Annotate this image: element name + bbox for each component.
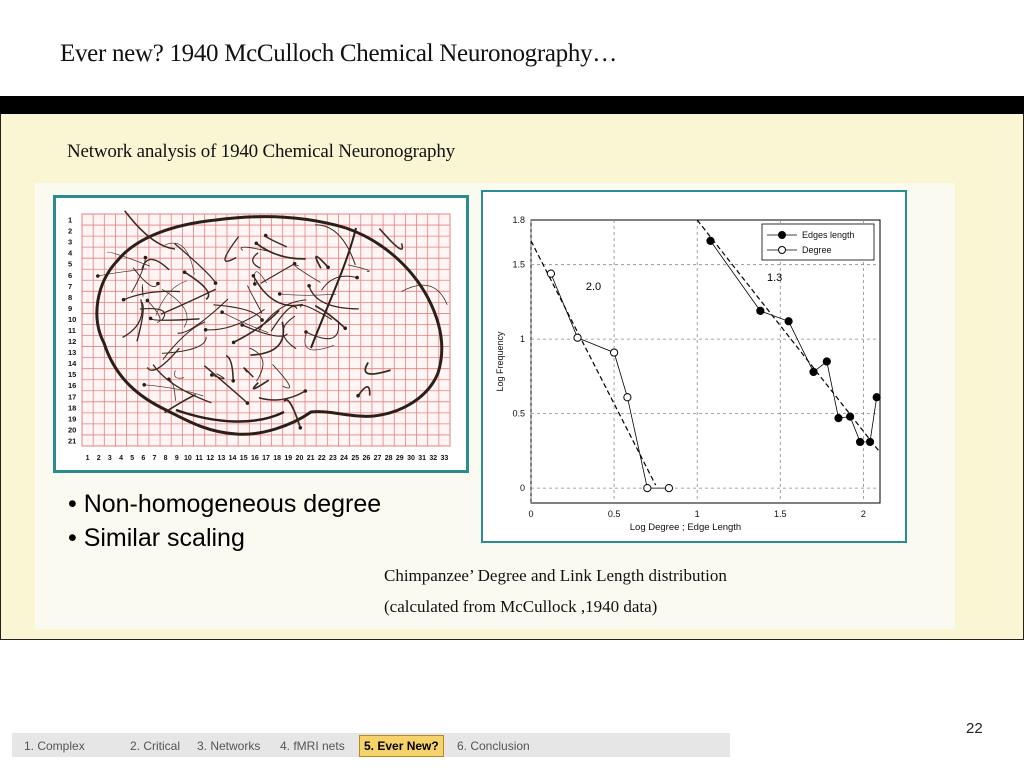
chart-legend <box>762 224 874 260</box>
brain-col-label: 32 <box>429 455 438 462</box>
nav-item-fmri-nets[interactable]: 4. fMRI nets <box>280 739 345 753</box>
brain-col-labels <box>86 455 449 462</box>
caption-line: Chimpanzee’ Degree and Link Length distribution <box>384 566 727 585</box>
fiber-node <box>144 256 148 260</box>
brain-col-label: 2 <box>96 455 101 462</box>
brain-row-label: 6 <box>68 270 73 280</box>
title-divider-bar <box>0 96 1024 114</box>
legend-marker <box>779 247 786 254</box>
brain-col-label: 1 <box>85 455 90 462</box>
x-tick-label: 0.5 <box>607 509 621 519</box>
caption-line: (calculated from McCullock ,1940 data) <box>384 597 658 616</box>
brain-row-label: 10 <box>68 314 77 324</box>
brain-col-label: 9 <box>174 455 179 462</box>
y-tick-label: 1.8 <box>512 215 525 225</box>
fiber-node <box>146 299 150 303</box>
log-log-chart-frame <box>481 190 907 543</box>
brain-row-label: 14 <box>68 359 77 369</box>
bullet-item: • Similar scaling <box>68 524 245 552</box>
fiber-node <box>96 274 100 278</box>
data-point <box>707 237 714 244</box>
data-point <box>846 413 853 420</box>
brain-col-label: 22 <box>317 455 326 462</box>
nav-item-critical[interactable]: 2. Critical <box>130 739 181 753</box>
data-point <box>856 438 863 445</box>
brain-col-label: 33 <box>440 455 449 462</box>
x-tick-label: 0 <box>528 509 534 519</box>
brain-row-label: 9 <box>68 303 73 313</box>
fiber-node <box>204 328 208 332</box>
x-tick-label: 2 <box>860 509 866 519</box>
panel-subtitle: Network analysis of 1940 Chemical Neuronography <box>67 141 455 162</box>
fiber-node <box>252 274 256 278</box>
y-tick-label: 1.5 <box>512 259 525 270</box>
fiber-node <box>255 242 259 246</box>
bullet-item: • Non-homogeneous degree <box>68 490 382 518</box>
y-tick-label: 0 <box>519 483 525 494</box>
brain-row-label: 19 <box>68 414 77 424</box>
brain-row-label: 21 <box>68 436 77 446</box>
x-tick-label: 1.5 <box>774 509 787 519</box>
nav-item-conclusion[interactable]: 6. Conclusion <box>457 739 530 753</box>
nav-item-ever-new[interactable]: 5. Ever New? <box>359 735 444 757</box>
data-point <box>835 415 842 422</box>
data-point <box>823 358 830 365</box>
brain-col-label: 20 <box>295 455 304 462</box>
brain-col-label: 24 <box>340 455 348 462</box>
fiber-node <box>356 394 360 398</box>
data-point <box>757 307 764 314</box>
fiber-node <box>214 281 218 285</box>
brain-row-label: 1 <box>68 215 73 225</box>
legend-entry: Degree <box>802 245 832 255</box>
brain-col-label: 10 <box>184 455 192 462</box>
fiber-node <box>156 282 160 286</box>
brain-col-label: 16 <box>250 455 259 462</box>
brain-col-label: 29 <box>395 455 404 462</box>
data-point <box>665 485 672 492</box>
brain-row-label: 4 <box>68 248 73 258</box>
data-point <box>873 394 880 401</box>
brain-row-label: 18 <box>68 403 77 413</box>
brain-col-label: 6 <box>141 455 146 462</box>
data-point <box>866 438 873 445</box>
fiber-node <box>260 318 264 322</box>
legend-marker <box>779 232 786 239</box>
data-point <box>644 485 651 492</box>
fiber-node <box>220 310 224 314</box>
data-point <box>547 270 554 277</box>
brain-col-label: 25 <box>351 455 360 462</box>
fiber-node <box>183 270 187 274</box>
brain-col-label: 21 <box>306 455 315 462</box>
y-axis-label: Log Frequency <box>495 331 505 392</box>
fiber-node <box>142 383 146 387</box>
legend-entry: Edges length <box>802 230 855 240</box>
data-point <box>610 349 617 356</box>
chart-caption <box>384 560 727 622</box>
brain-col-label: 30 <box>407 455 415 462</box>
brain-row-label: 20 <box>68 425 77 435</box>
data-point <box>785 318 792 325</box>
fiber-node <box>293 262 297 266</box>
fiber-node <box>232 341 236 345</box>
fiber-node <box>304 330 308 334</box>
brain-row-label: 17 <box>68 392 77 402</box>
y-tick-label: 0.5 <box>512 408 525 419</box>
bullet-list <box>68 487 381 555</box>
brain-row-label: 3 <box>68 237 73 247</box>
brain-col-label: 3 <box>107 455 112 462</box>
brain-row-labels <box>68 216 77 446</box>
brain-neuronography-figure <box>56 198 466 470</box>
y-tick-label: 1 <box>519 334 525 345</box>
brain-col-label: 23 <box>329 455 337 462</box>
fiber-node <box>240 323 244 327</box>
fiber-node <box>264 234 268 238</box>
brain-row-label: 15 <box>68 370 77 380</box>
fiber-node <box>246 401 250 405</box>
nav-item-networks[interactable]: 3. Networks <box>197 739 261 753</box>
fiber-node <box>149 317 153 321</box>
brain-row-label: 11 <box>68 326 76 335</box>
brain-col-label: 26 <box>362 455 371 462</box>
fiber-node <box>210 373 214 377</box>
brain-col-label: 18 <box>273 455 282 462</box>
degree-distribution-chart <box>483 192 905 541</box>
brain-row-label: 16 <box>68 381 77 391</box>
fiber-node <box>299 426 303 430</box>
brain-row-label: 5 <box>68 259 73 269</box>
fiber-node <box>278 292 282 296</box>
fiber-node <box>122 298 126 302</box>
brain-row-label: 8 <box>68 292 73 302</box>
fiber-node <box>307 284 311 288</box>
data-point <box>624 394 631 401</box>
brain-row-label: 12 <box>68 337 77 347</box>
data-point <box>810 368 817 375</box>
nav-item-complex[interactable]: 1. Complex <box>24 739 85 753</box>
brain-col-label: 11 <box>195 455 203 462</box>
brain-col-label: 31 <box>418 455 427 462</box>
brain-col-label: 12 <box>206 455 215 462</box>
brain-col-label: 19 <box>284 455 293 462</box>
fiber-node <box>355 276 359 280</box>
brain-col-label: 15 <box>239 455 248 462</box>
brain-col-label: 8 <box>163 455 168 462</box>
brain-col-label: 5 <box>130 455 135 462</box>
fiber-node <box>304 389 308 393</box>
x-tick-label: 1 <box>694 509 700 519</box>
brain-col-label: 7 <box>152 455 157 462</box>
slide-title: Ever new? 1940 McCulloch Chemical Neuronography… <box>60 40 617 67</box>
fiber-node <box>343 326 347 330</box>
slope-label: 2.0 <box>585 281 602 294</box>
page-number: 22 <box>966 720 983 737</box>
fiber-node <box>253 282 257 286</box>
brain-row-label: 2 <box>68 226 73 236</box>
brain-col-label: 4 <box>119 455 123 462</box>
data-point <box>574 334 581 341</box>
brain-figure-frame <box>53 195 469 473</box>
brain-col-label: 28 <box>384 455 393 462</box>
slope-label: 1.3 <box>766 272 783 285</box>
brain-col-label: 13 <box>217 455 226 462</box>
brain-row-label: 13 <box>68 348 77 358</box>
fiber-node <box>231 379 235 383</box>
brain-col-label: 14 <box>228 455 237 462</box>
brain-row-label: 7 <box>68 281 73 291</box>
brain-col-label: 27 <box>373 455 382 462</box>
brain-col-label: 17 <box>262 455 270 462</box>
x-axis-label: Log Degree ; Edge Length <box>629 522 742 533</box>
fiber-node <box>326 266 330 270</box>
